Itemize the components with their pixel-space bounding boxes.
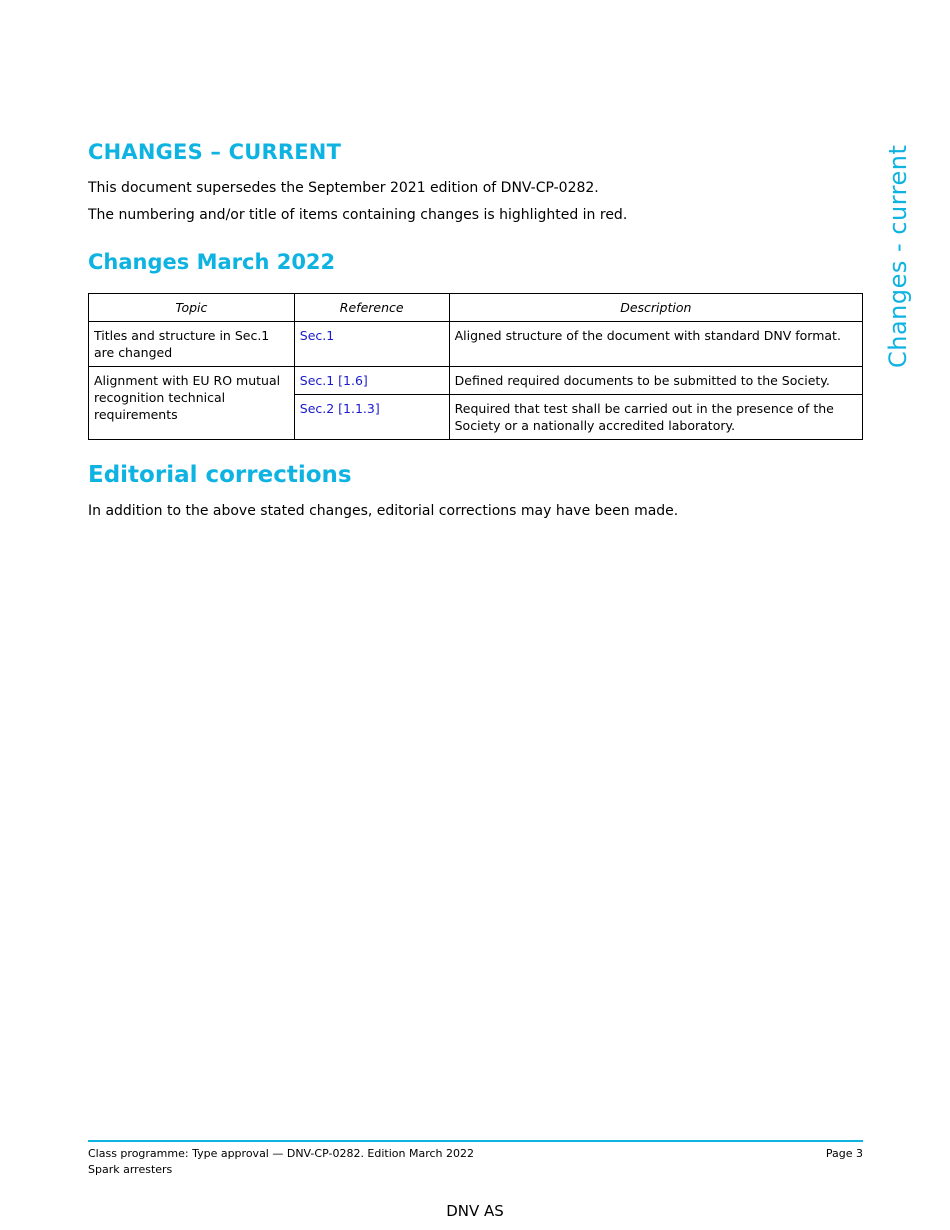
footer-document-title: Class programme: Type approval — DNV-CP-0282. Edition March 2022 <box>88 1147 475 1160</box>
highlight-note: The numbering and/or title of items containing changes is highlighted in red. <box>88 207 628 223</box>
side-section-title: Changes - current <box>884 144 912 368</box>
column-header-topic: Topic <box>89 294 295 322</box>
changes-table <box>88 293 863 440</box>
reference-link[interactable]: Sec.1 <box>294 322 449 367</box>
changes-heading: Changes March 2022 <box>88 250 336 274</box>
editorial-heading: Editorial corrections <box>88 462 352 488</box>
column-header-reference: Reference <box>294 294 449 322</box>
footer-divider <box>88 1140 863 1142</box>
page-footer <box>88 1146 863 1178</box>
description-cell: Required that test shall be carried out in the presence of the Society or a nationally accredited laboratory. <box>449 395 862 440</box>
reference-link[interactable]: Sec.2 [1.1.3] <box>294 395 449 440</box>
column-header-description: Description <box>449 294 862 322</box>
page-number: Page 3 <box>825 1147 863 1160</box>
table-row <box>89 367 863 395</box>
reference-link[interactable]: Sec.1 [1.6] <box>294 367 449 395</box>
topic-cell: Alignment with EU RO mutual recognition technical requirements <box>89 367 295 440</box>
table-row <box>89 322 863 367</box>
intro-paragraph: This document supersedes the September 2021 edition of DNV-CP-0282. <box>88 180 599 196</box>
footer-document-subtitle: Spark arresters <box>88 1163 173 1176</box>
description-cell: Defined required documents to be submitted to the Society. <box>449 367 862 395</box>
description-cell: Aligned structure of the document with standard DNV format. <box>449 322 862 367</box>
company-name: DNV AS <box>446 1202 504 1220</box>
topic-cell: Titles and structure in Sec.1 are changed <box>89 322 295 367</box>
table-header-row <box>89 294 863 322</box>
editorial-paragraph: In addition to the above stated changes, editorial corrections may have been made. <box>88 503 679 519</box>
page-title: CHANGES – CURRENT <box>88 140 342 164</box>
